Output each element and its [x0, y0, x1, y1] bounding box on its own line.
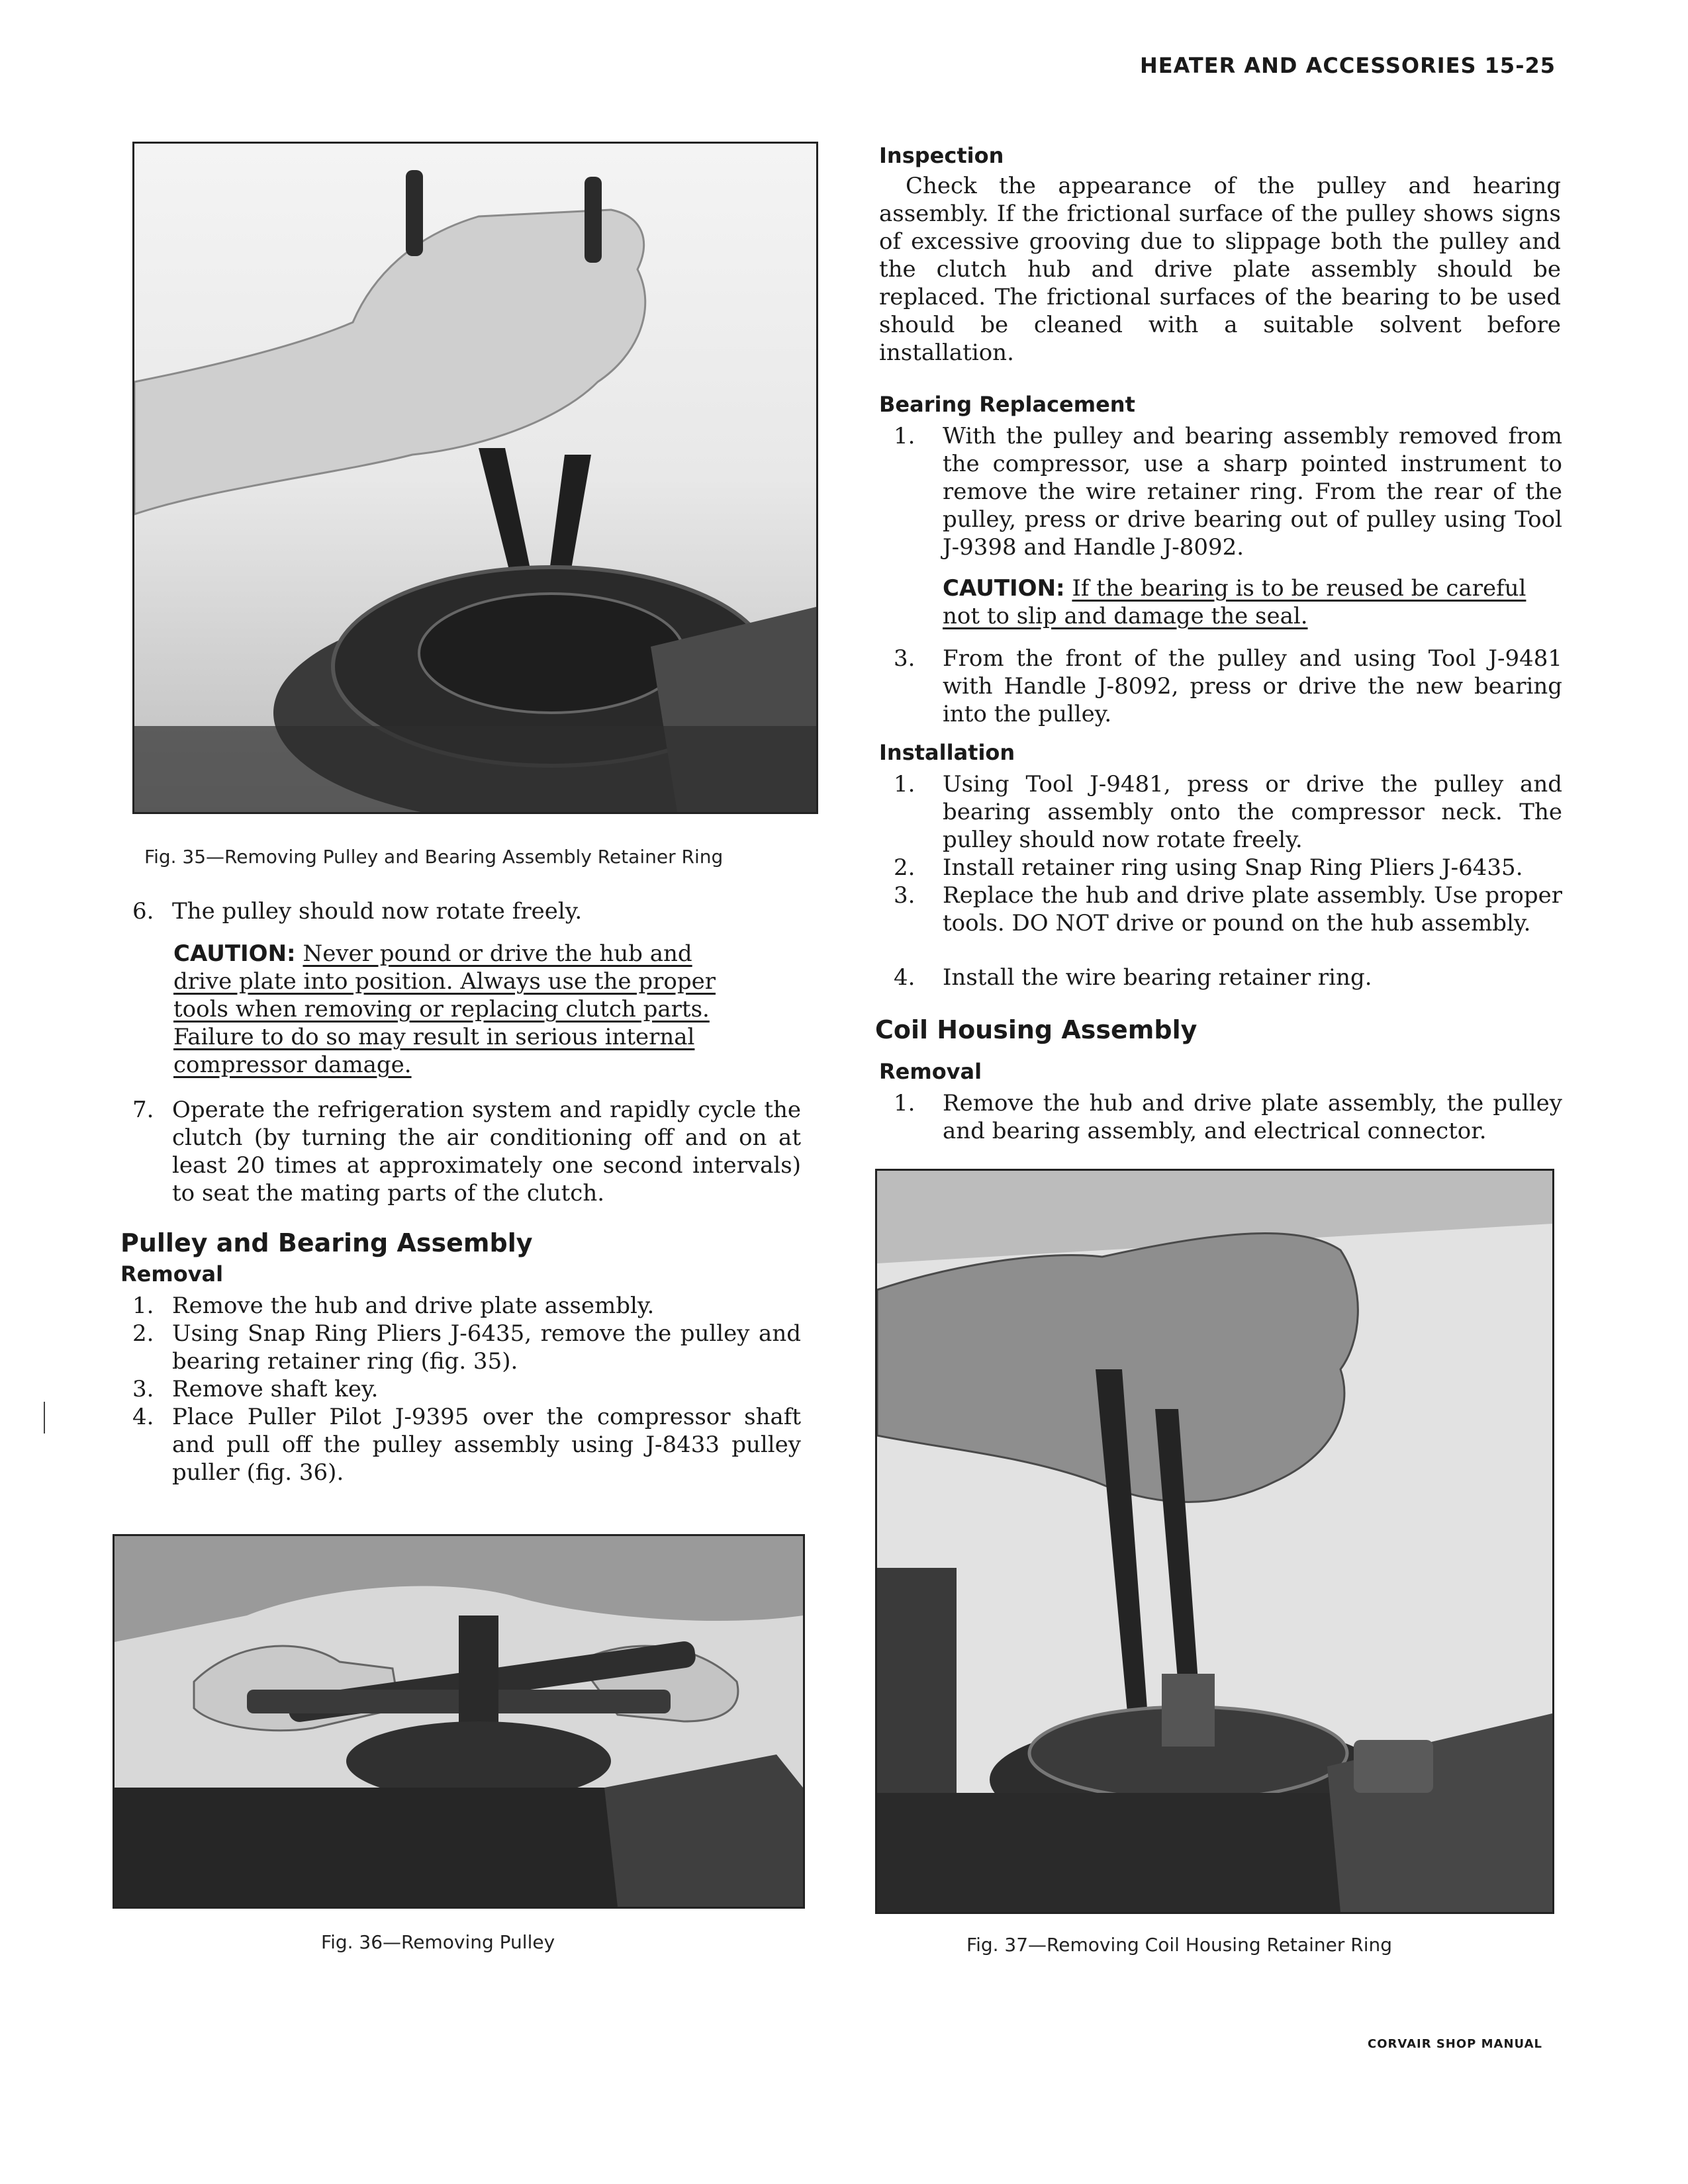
coil-housing-heading: Coil Housing Assembly: [875, 1015, 1197, 1044]
inspection-text: Check the appearance of the pulley and hearing assembly. If the frictional surface of the pulley shows signs of excessive grooving due to slippage both the pulley and the clutch hub and drive plate assembly should be replaced. The frictional surfaces of the bearing to be used should be cleaned with a suitable solvent before installation.: [879, 173, 1561, 366]
bearing-step-3: [894, 645, 1562, 731]
step-7: [132, 1096, 801, 1215]
step-number: 6.: [132, 898, 154, 925]
fig35-photo: [132, 142, 818, 814]
coil-step-1: [894, 1089, 1562, 1146]
bearing-step-1: [894, 422, 1562, 561]
removal-step-4: [132, 1403, 801, 1489]
installation-step-3: [894, 882, 1562, 968]
step-number: 1.: [894, 423, 915, 449]
step-number: 2.: [894, 854, 915, 881]
coil-removal-heading: Removal: [879, 1059, 982, 1084]
page-footer: CORVAIR SHOP MANUAL: [1368, 2037, 1542, 2051]
caution-text: Never pound or drive the hub and drive plate into position. Always use the proper tools when removing or replacing clutch parts. Failure to do so may result in serious internal compressor damage.: [173, 940, 716, 1078]
removal-step-2: [132, 1320, 801, 1377]
margin-mark: [44, 1402, 45, 1433]
inspection-heading: Inspection: [879, 143, 1004, 168]
step-text: From the front of the pulley and using Tool J-9481 with Handle J-8092, press or drive the new bearing into the pulley.: [943, 645, 1562, 727]
step-text: The pulley should now rotate freely.: [172, 898, 583, 925]
removal-heading: Removal: [120, 1261, 224, 1287]
caution-label: CAUTION:: [943, 575, 1065, 602]
step-number: 3.: [894, 645, 915, 672]
step-number: 4.: [894, 964, 915, 991]
caution-text: If the bearing is to be reused be careful not to slip and damage the seal.: [943, 575, 1526, 629]
step-text: Operate the refrigeration system and rapidly cycle the clutch (by turning the air conditioning off and on at least 20 times at approximately one second intervals) to seat the mating parts of the clutch.: [172, 1097, 801, 1206]
caution-2: [943, 574, 1532, 630]
step-text: Place Puller Pilot J-9395 over the compressor shaft and pull off the pulley assembly using J-8433 pulley puller (fig. 36).: [172, 1404, 801, 1486]
step-6: [132, 897, 801, 927]
step-number: 7.: [132, 1097, 154, 1123]
fig37-photo: [875, 1169, 1554, 1914]
step-text: Remove the hub and drive plate assembly, the pulley and bearing assembly, and electrical connector.: [943, 1090, 1562, 1144]
removal-step-1: [132, 1292, 801, 1321]
installation-step-4: [894, 964, 1562, 993]
step-text: Remove shaft key.: [172, 1376, 379, 1402]
pulley-bearing-heading: Pulley and Bearing Assembly: [120, 1228, 533, 1257]
installation-step-2: [894, 854, 1562, 883]
page-header: HEATER AND ACCESSORIES 15-25: [1139, 53, 1556, 78]
installation-heading: Installation: [879, 740, 1015, 765]
step-number: 3.: [132, 1376, 154, 1402]
step-text: Install retainer ring using Snap Ring Pliers J-6435.: [943, 854, 1523, 881]
step-text: Replace the hub and drive plate assembly. Use proper tools. DO NOT drive or pound on the hub assembly.: [943, 882, 1562, 936]
fig36-caption: Fig. 36—Removing Pulley: [321, 1931, 555, 1953]
fig37-caption: Fig. 37—Removing Coil Housing Retainer Ring: [966, 1934, 1392, 1956]
installation-step-1: [894, 770, 1562, 856]
step-text: Using Snap Ring Pliers J-6435, remove the pulley and bearing retainer ring (fig. 35).: [172, 1320, 801, 1375]
step-text: Using Tool J-9481, press or drive the pulley and bearing assembly onto the compressor neck. The pulley should now rotate freely.: [943, 771, 1562, 853]
bearing-replacement-heading: Bearing Replacement: [879, 392, 1135, 417]
step-number: 1.: [132, 1293, 154, 1319]
step-number: 1.: [894, 771, 915, 797]
step-number: 3.: [894, 882, 915, 909]
step-number: 2.: [132, 1320, 154, 1347]
step-text: Remove the hub and drive plate assembly.: [172, 1293, 655, 1319]
removal-step-3: [132, 1375, 801, 1404]
caution-1: [173, 940, 756, 1079]
step-text: Install the wire bearing retainer ring.: [943, 964, 1372, 991]
step-text: With the pulley and bearing assembly removed from the compressor, use a sharp pointed instrument to remove the wire retainer ring. From the rear of the pulley, press or drive bearing out of pulley using Tool J-9398 and Handle J-8092.: [943, 423, 1562, 561]
step-number: 4.: [132, 1404, 154, 1430]
fig35-caption: Fig. 35—Removing Pulley and Bearing Assembly Retainer Ring: [144, 846, 724, 868]
step-number: 1.: [894, 1090, 915, 1116]
caution-label: CAUTION:: [173, 940, 296, 967]
fig36-photo: [113, 1534, 805, 1909]
